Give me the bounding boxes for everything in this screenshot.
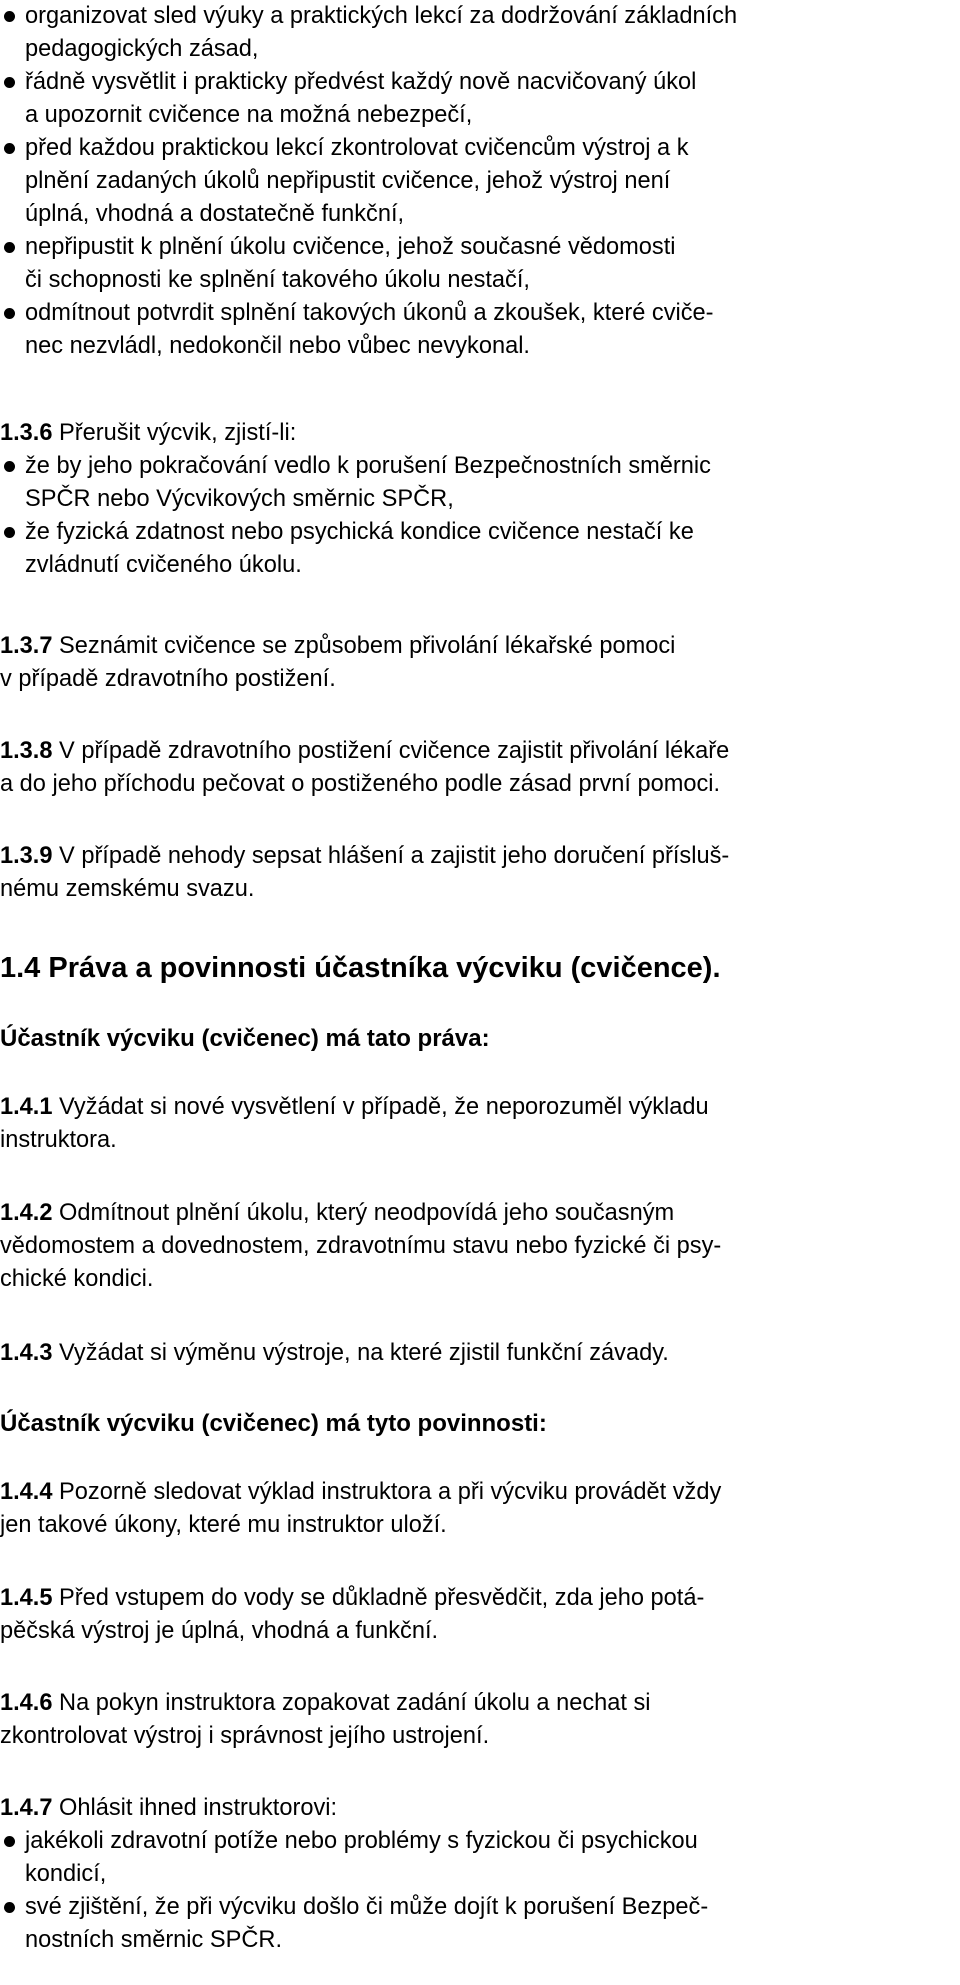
bullet-icon bbox=[4, 1836, 15, 1847]
section-1-3-8: 1.3.8 V případě zdravotního postižení cvičence zajistit přivolání lékaře a do jeho příchodu pečovat o postiženého podle zásad první pomoci. bbox=[0, 738, 730, 797]
section-1-4-4: 1.4.4 Pozorně sledovat výklad instruktora a při výcviku provádět vždy jen takové úkony, které mu instruktor uloží. bbox=[0, 1479, 722, 1538]
bullet-icon bbox=[4, 308, 15, 319]
heading-rights: Účastník výcviku (cvičenec) má tato práva: bbox=[0, 1025, 490, 1052]
section-1-4-7: 1.4.7 Ohlásit ihned instruktorovi: jakékoli zdravotní potíže nebo problémy s fyzickou či psychickou kondicí, své zjištění, že při výcviku došlo či může dojít k porušení Bezpeč- nostních směrnic SPČR. bbox=[0, 1792, 940, 1957]
bullet-icon bbox=[4, 527, 15, 538]
section-1-4-5: 1.4.5 Před vstupem do vody se důkladně přesvědčit, zda jeho potá- pěčská výstroj je úplná, vhodná a funkční. bbox=[0, 1585, 705, 1644]
bullet-list-instructor-duties bbox=[0, 0, 940, 363]
list-item: že by jeho pokračování vedlo k porušení Bezpečnostních směrnic SPČR nebo Výcvikových směrnic SPČR, bbox=[0, 450, 940, 516]
list-item: organizovat sled výuky a praktických lekcí za dodržování základních pedagogických zásad, bbox=[0, 0, 940, 66]
section-1-3-7: 1.3.7 Seznámit cvičence se způsobem přivolání lékařské pomoci v případě zdravotního postižení. bbox=[0, 633, 676, 692]
bullet-icon bbox=[4, 461, 15, 472]
section-1-3-9: 1.3.9 V případě nehody sepsat hlášení a zajistit jeho doručení přísluš- nému zemskému svazu. bbox=[0, 843, 730, 902]
bullet-icon bbox=[4, 1902, 15, 1913]
list-item: že fyzická zdatnost nebo psychická kondice cvičence nestačí ke zvládnutí cvičeného úkolu. bbox=[0, 516, 940, 582]
list-item: jakékoli zdravotní potíže nebo problémy s fyzickou či psychickou kondicí, bbox=[0, 1825, 940, 1891]
section-1-4-1: 1.4.1 Vyžádat si nové vysvětlení v případě, že neporozuměl výkladu instruktora. bbox=[0, 1094, 709, 1153]
heading-duties: Účastník výcviku (cvičenec) má tyto povinnosti: bbox=[0, 1410, 547, 1437]
list-item: odmítnout potvrdit splnění takových úkonů a zkoušek, které cviče- nec nezvládl, nedokončil nebo vůbec nevykonal. bbox=[0, 297, 940, 363]
list-item: řádně vysvětlit i prakticky předvést každý nově nacvičovaný úkol a upozornit cvičence na možná nebezpečí, bbox=[0, 66, 940, 132]
list-item: nepřipustit k plnění úkolu cvičence, jehož současné vědomosti či schopnosti ke splnění takového úkolu nestačí, bbox=[0, 231, 940, 297]
bullet-icon bbox=[4, 77, 15, 88]
list-item: své zjištění, že při výcviku došlo či může dojít k porušení Bezpeč- nostních směrnic SPČR. bbox=[0, 1891, 940, 1957]
list-item: před každou praktickou lekcí zkontrolovat cvičencům výstroj a k plnění zadaných úkolů nepřipustit cvičence, jehož výstroj není úplná, vhodná a dostatečně funkční, bbox=[0, 132, 940, 231]
bullet-icon bbox=[4, 11, 15, 22]
section-1-4-2: 1.4.2 Odmítnout plnění úkolu, který neodpovídá jeho současným vědomostem a dovednostem, zdravotnímu stavu nebo fyzické či psy- chické kondici. bbox=[0, 1200, 722, 1292]
section-1-4-6: 1.4.6 Na pokyn instruktora zopakovat zadání úkolu a nechat si zkontrolovat výstroj i správnost jejího ustrojení. bbox=[0, 1690, 651, 1749]
bullet-icon bbox=[4, 143, 15, 154]
section-1-3-6: 1.3.6 Přerušit výcvik, zjistí-li: že by jeho pokračování vedlo k porušení Bezpečnostních směrnic SPČR nebo Výcvikových směrnic SPČR, že fyzická zdatnost nebo psychická kondice cvičence nestačí ke zvládnutí cvičeného úkolu. bbox=[0, 417, 940, 582]
section-1-4-3: 1.4.3 Vyžádat si výměnu výstroje, na které zjistil funkční závady. bbox=[0, 1340, 669, 1366]
bullet-icon bbox=[4, 242, 15, 253]
heading-1-4: 1.4 Práva a povinnosti účastníka výcviku (cvičence). bbox=[0, 952, 721, 984]
